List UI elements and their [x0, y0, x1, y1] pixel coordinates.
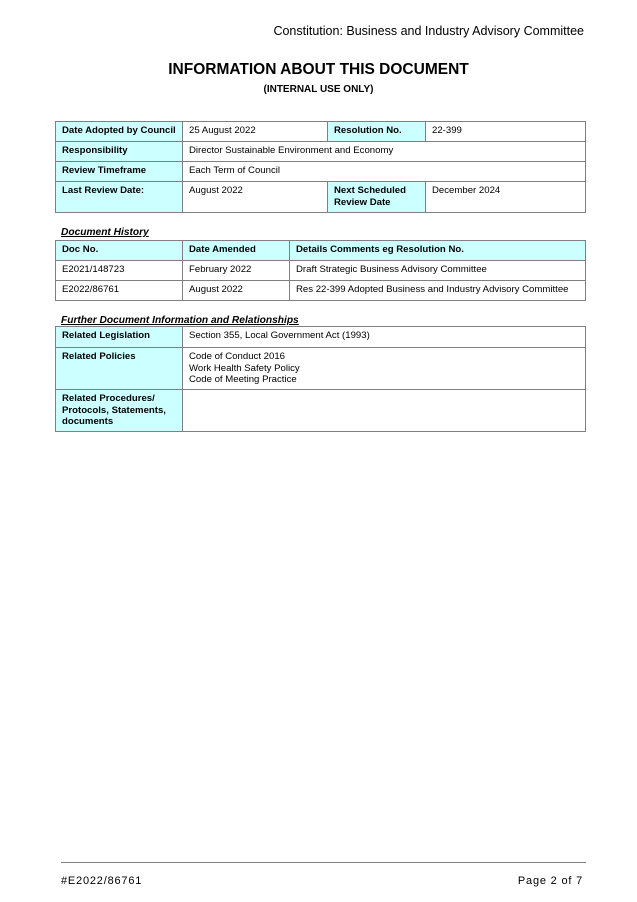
running-header-title: Constitution: Business and Industry Advisory Committee [273, 24, 584, 38]
last-review-label: Last Review Date: [56, 182, 183, 213]
history-doc-no: E2021/148723 [56, 261, 183, 281]
last-review-value: August 2022 [183, 182, 328, 213]
table-row [56, 142, 586, 162]
history-date-amended: February 2022 [183, 261, 290, 281]
related-procedures-label-line: documents [62, 416, 114, 427]
table-row [56, 261, 586, 281]
further-info-heading: Further Document Information and Relationships [61, 315, 299, 326]
document-subtitle: (INTERNAL USE ONLY) [263, 84, 374, 95]
related-legislation-value: Section 355, Local Government Act (1993) [183, 327, 586, 348]
related-policies-label: Related Policies [56, 348, 183, 390]
resolution-value: 22-399 [426, 122, 586, 142]
review-timeframe-label: Review Timeframe [56, 162, 183, 182]
history-details: Res 22-399 Adopted Business and Industry Advisory Committee [290, 281, 586, 301]
table-row [56, 390, 586, 432]
related-policy-item: Code of Conduct 2016 [189, 351, 286, 362]
column-header-details: Details Comments eg Resolution No. [290, 241, 586, 261]
table-row [56, 281, 586, 301]
further-info-table [55, 326, 586, 432]
footer-doc-reference: #E2022/86761 [61, 875, 143, 887]
resolution-label: Resolution No. [328, 122, 426, 142]
document-info-table [55, 121, 586, 213]
column-header-date-amended: Date Amended [183, 241, 290, 261]
table-header-row [56, 241, 586, 261]
table-row [56, 182, 586, 213]
document-history-heading: Document History [61, 227, 149, 238]
table-row [56, 162, 586, 182]
next-review-value: December 2024 [426, 182, 586, 213]
footer-divider [61, 862, 586, 863]
related-policies-values [183, 348, 586, 390]
table-row [56, 348, 586, 390]
document-history-table [55, 240, 586, 301]
table-row [56, 122, 586, 142]
date-adopted-label: Date Adopted by Council [56, 122, 183, 142]
history-date-amended: August 2022 [183, 281, 290, 301]
related-procedures-label-line: Protocols, Statements, [62, 404, 166, 416]
responsibility-value: Director Sustainable Environment and Economy [183, 142, 586, 162]
footer-page-indicator: Page 2 of 7 [517, 875, 583, 887]
history-details: Draft Strategic Business Advisory Committee [290, 261, 586, 281]
column-header-doc-no: Doc No. [56, 241, 183, 261]
related-procedures-label [56, 390, 183, 432]
date-adopted-value: 25 August 2022 [183, 122, 328, 142]
related-legislation-label: Related Legislation [56, 327, 183, 348]
related-policy-item: Code of Meeting Practice [189, 374, 297, 385]
responsibility-label: Responsibility [56, 142, 183, 162]
next-review-label: Next Scheduled Review Date [328, 182, 426, 213]
document-title: INFORMATION ABOUT THIS DOCUMENT [168, 61, 469, 78]
review-timeframe-value: Each Term of Council [183, 162, 586, 182]
related-procedures-label-line: Related Procedures/ [62, 393, 155, 404]
related-policy-item: Work Health Safety Policy [189, 362, 300, 374]
history-doc-no: E2022/86761 [56, 281, 183, 301]
related-procedures-value [183, 390, 586, 432]
table-row [56, 327, 586, 348]
